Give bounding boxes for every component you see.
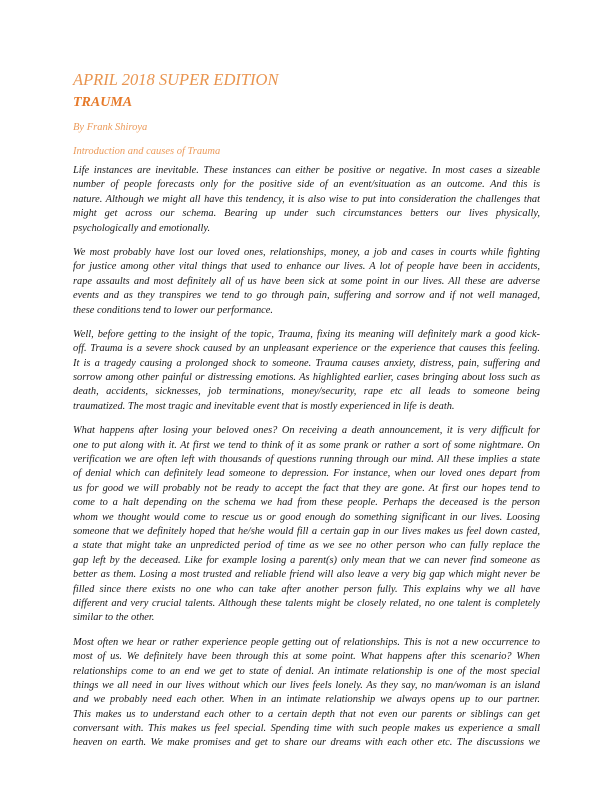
text-line: psychologically and emotionally. [73, 222, 211, 234]
text-line: rape assaults and most definitely all of us have been sick at some point in our lives. All these are adverse [73, 275, 540, 287]
section-subheading: Introduction and causes of Trauma [73, 146, 221, 157]
text-line: What happens after losing your beloved ones? On receiving a death announcement, it is very difficult for [73, 425, 540, 437]
text-line: sorrow among other painful or distressing emotions. As highlighted earlier, cases bringing about loss such as [73, 372, 540, 384]
text-line: nature. Although we might all have this tendency, it is also wise to put into consideration the challenges that [73, 193, 540, 205]
text-line: most of us. We definitely have been through this at some point. What happens after this scenario? When [73, 651, 540, 663]
text-line: verification we are often left with thousands of questions running through our mind. All these implies a state [73, 454, 540, 466]
text-line: number of people forecasts only for the positive side of an event/situation as an outcome. And this is [73, 179, 540, 191]
text-line: Life instances are inevitable. These instances can either be positive or negative. In most cases a sizeable [73, 165, 540, 176]
text-line: of denial which can definitely lead someone to depression. For instance, when our loved ones depart from [73, 468, 540, 480]
text-line: whom we thought would come to rescue us or good enough do something significant in our lives. Loosing [73, 511, 540, 523]
text-line: Most often we hear or rather experience people getting out of relationships. This is not a new occurrence to [73, 636, 540, 648]
text-line: better as them. Losing a most trusted and reliable friend will also leave a very big gap which might never be [73, 569, 540, 581]
text-line: traumatized. The most tragic and inevitable event that is mostly experienced in life is death. [73, 400, 455, 412]
text-line: gap left by the deceased. Like for example losing a parent(s) only mean that we can never find someone as [73, 554, 540, 566]
text-line: filled since there exists no one who can take after another person fully. This explains why we all have [73, 583, 540, 595]
paragraph-5 [73, 636, 540, 751]
paragraph-3 [73, 328, 540, 414]
text-line: a state that might take an unpredicted period of time as we see no other person who can fully replace the [73, 540, 540, 552]
article-title: TRAUMA [73, 95, 133, 110]
article-body [73, 164, 540, 761]
paragraph-4 [73, 424, 540, 625]
text-line: This makes us to understand each other to a certain depth that not even our parents or siblings can get [73, 708, 540, 720]
author-byline: By Frank Shiroya [73, 122, 148, 133]
text-line: relationships come to an end we get to state of denial. An intimate relationship is one of the most special [73, 665, 540, 677]
text-line: for justice among other vital things that used to enhance our lives. A lot of people have been in accidents, [73, 261, 540, 273]
text-line: similar to the other. [73, 612, 155, 624]
text-line: Well, before getting to the insight of the topic, Trauma, fixing its meaning will definitely mark a good kick- [73, 328, 540, 340]
paragraph-2 [73, 246, 540, 318]
text-line: events and as they transpires we tend to go through pain, suffering and sorrow and if not well managed, [73, 290, 540, 302]
text-line: heaven on earth. We make promises and get to share our dreams with each other etc. The discussions we [73, 737, 540, 749]
text-line: death, accidents, sicknesses, job terminations, money/security, rape etc all leads to someone being [73, 386, 540, 398]
text-line: might get across our schema. Bearing up under such circumstances betters our lives physically, [73, 208, 540, 220]
text-line: and we probably need each other. When in an intimate relationship we always opens up to our partner. [73, 694, 540, 706]
text-line: conversant with. This makes us feel special. Spending time with such people makes us experience a small [73, 723, 540, 735]
text-line: off. Trauma is a severe shock caused by an unpleasant experience or the experience that causes this feeling. [73, 343, 540, 355]
text-line: come to a halt depending on the schema we had from these people. Perhaps the deceased is the person [73, 497, 540, 509]
text-line: different and very crucial talents. Although these talents might be closely related, no one talent is completely [73, 597, 540, 609]
text-line: things we all need in our lives without which our lives feels lonely. As they say, no man/woman is an island [73, 679, 540, 691]
text-line: us for good we will probably not be ready to accept the fact that they are gone. At first our hopes tend to [73, 482, 540, 494]
text-line: these conditions tend to lower our performance. [73, 304, 273, 316]
paragraph-1 [73, 164, 540, 236]
text-line: someone that we definitely hoped that he/she would fill a certain gap in our lives makes us feel down casted, [73, 525, 540, 537]
text-line: one to put along with it. At first we tend to think of it as some prank or rather a sort of some nightmare. On [73, 439, 540, 451]
text-line: It is a tragedy causing a prolonged shock to someone. Trauma causes anxiety, distress, pain, suffering and [73, 357, 540, 369]
text-line: We most probably have lost our loved ones, relationships, money, a job and cases in courts while fighting [73, 246, 540, 258]
edition-heading: APRIL 2018 SUPER EDITION [73, 70, 279, 89]
